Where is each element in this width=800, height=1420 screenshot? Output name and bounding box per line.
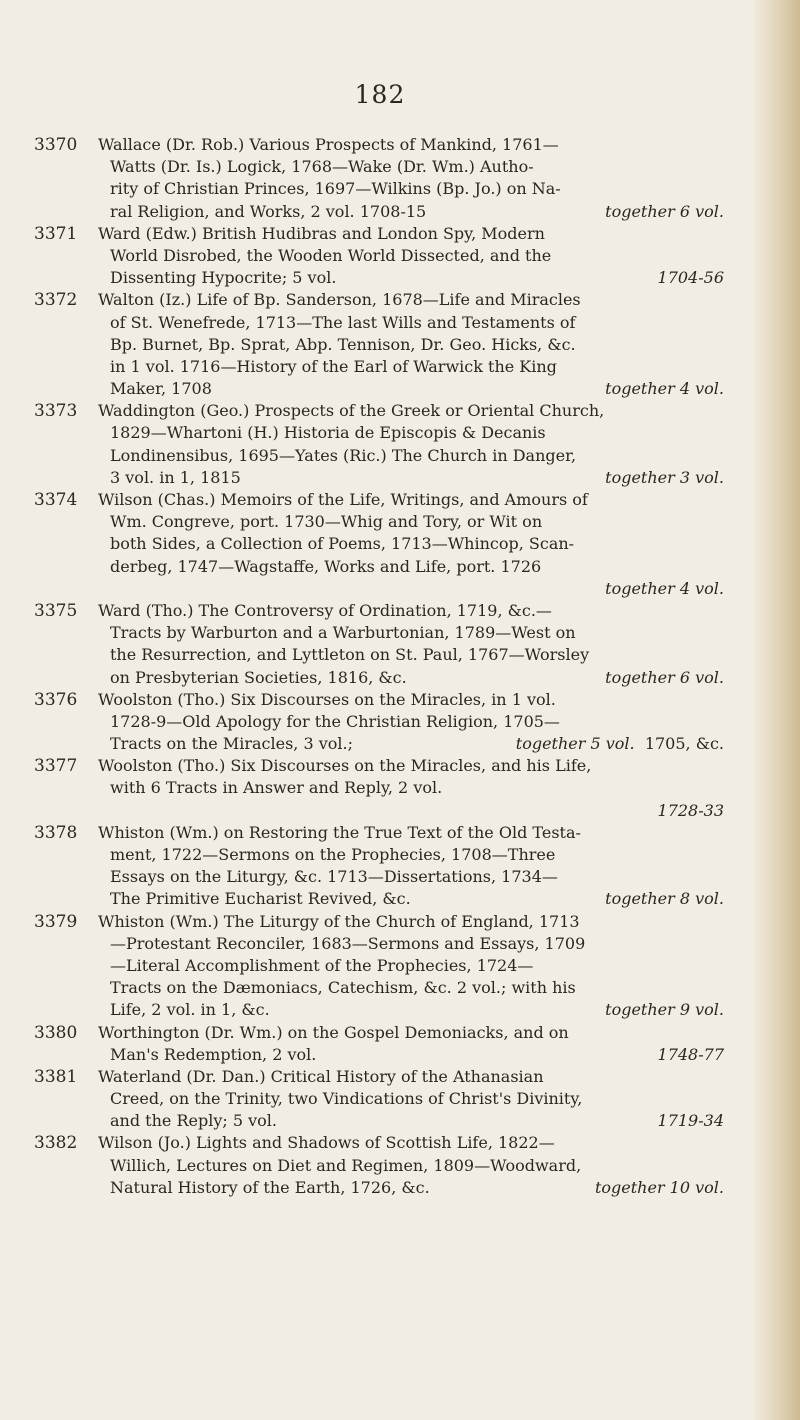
entry-volume-note: together 6 vol. [605,667,724,687]
entry-line: the Resurrection, and Lyttleton on St. Paul, 1767—Worsley [110,645,590,665]
entry-line: Wilson (Chas.) Memoirs of the Life, Writings, and Amours of [98,490,588,509]
entry-line [98,378,724,400]
catalogue-entry [34,1022,724,1066]
entry-line: Tracts on the Dæmoniacs, Catechism, &c. 2 vol.; with his [110,978,576,998]
lot-number: 3372 [34,290,78,311]
entry-line-text: and the Reply; 5 vol. [110,1111,277,1131]
entry-line: Essays on the Liturgy, &c. 1713—Dissertations, 1734— [110,867,558,887]
lot-number: 3377 [34,756,78,777]
entry-line: 1829—Whartoni (H.) Historia de Episcopis & Decanis [110,423,546,443]
entry-line [98,888,724,910]
entry-line: ment, 1722—Sermons on the Prophecies, 1708—Three [110,845,556,864]
entry-line [98,267,724,289]
entry-line: Bp. Burnet, Bp. Sprat, Abp. Tennison, Dr. Geo. Hicks, &c. [110,334,576,354]
entry-line-text: Dissenting Hypocrite; 5 vol. [110,268,337,288]
entry-line: with 6 Tracts in Answer and Reply, 2 vol. [110,778,443,798]
entry-volume-note: together 5 vol. [515,734,635,754]
catalogue-entry [34,489,724,600]
catalogue-entry [34,223,724,290]
lot-number: 3370 [34,135,78,155]
entry-line: Waddington (Geo.) Prospects of the Greek or Oriental Church, [98,401,605,421]
entry-line-text: ral Religion, and Works, 2 vol. 1708-15 [110,201,427,221]
entry-volume-note: 1719-34 [657,1111,724,1131]
entry-line: Londinensibus, 1695—Yates (Ric.) The Church in Danger, [110,445,577,465]
entry-line: Wm. Congreve, port. 1730—Whig and Tory, or Wit on [110,512,543,532]
catalogue-entry [34,689,724,756]
lot-number: 3381 [34,1066,78,1087]
entry-line [98,1044,724,1066]
entry-line [98,999,724,1021]
entry-line-text: The Primitive Eucharist Revived, &c. [110,889,411,909]
entry-line: Waterland (Dr. Dan.) Critical History of the Athanasian [98,1066,544,1086]
catalogue-entry [34,911,724,1022]
lot-number: 3371 [34,223,78,244]
entry-line: Whiston (Wm.) The Liturgy of the Church of England, 1713 [98,911,580,931]
entry-volume-note: together 6 vol. [605,201,724,221]
entry-line: 1728-9—Old Apology for the Christian Religion, 1705— [110,711,560,731]
entry-line [98,201,724,223]
entry-line: Watts (Dr. Is.) Logick, 1768—Wake (Dr. Wm.) Autho- [110,157,534,177]
entry-line: both Sides, a Collection of Poems, 1713—Whincop, Scan- [110,534,575,554]
entry-line: World Disrobed, the Wooden World Dissected, and the [110,245,552,265]
page-number: 182 [354,80,406,109]
entry-line: derbeg, 1747—Wagstaffe, Works and Life, port. 1726 [110,556,542,576]
entry-line-text: 3 vol. in 1, 1815 [110,467,241,487]
entry-line: Wilson (Jo.) Lights and Shadows of Scottish Life, 1822— [98,1133,555,1153]
entry-line: Tracts by Warburton and a Warburtonian, 1789—West on [110,623,576,643]
entry-volume-note: together 10 vol. [594,1177,724,1197]
entry-volume-note: together 3 vol. [605,467,724,487]
page-edge [754,0,800,1420]
entry-line-text: Maker, 1708 [110,379,212,399]
catalogue-entry [34,1132,724,1199]
entry-volume-note: 1728-33 [657,800,724,820]
entry-volume-note: together 8 vol. [605,889,724,909]
entry-line: Walton (Iz.) Life of Bp. Sanderson, 1678—Life and Miracles [98,290,581,310]
entry-date: 1705, &c. [634,734,724,754]
entry-volume-note: together 9 vol. [605,1000,724,1020]
entry-line: in 1 vol. 1716—History of the Earl of Warwick the King [110,356,557,376]
catalogue-entry [34,400,724,489]
catalogue-entries [34,134,724,1199]
entry-line-text: Tracts on the Miracles, 3 vol.; [110,734,354,754]
entry-volume-note: 1748-77 [657,1044,724,1064]
entry-line: Woolston (Tho.) Six Discourses on the Miracles, and his Life, [98,756,592,776]
entry-volume-note: together 4 vol. [605,379,724,399]
entry-line: Ward (Tho.) The Controversy of Ordination, 1719, &c.— [98,600,552,620]
entry-line: Creed, on the Trinity, two Vindications of Christ's Divinity, [110,1089,583,1109]
entry-line: Ward (Edw.) British Hudibras and London Spy, Modern [98,223,545,243]
entry-line: Willich, Lectures on Diet and Regimen, 1809—Woodward, [110,1155,582,1175]
entry-line [98,578,724,600]
entry-line-text: Life, 2 vol. in 1, &c. [110,1000,270,1020]
entry-line [98,1110,724,1132]
catalogue-entry [34,600,724,689]
lot-number: 3380 [34,1022,78,1043]
entry-line: —Protestant Reconciler, 1683—Sermons and Essays, 1709 [110,933,586,953]
entry-volume-note: 1704-56 [657,268,724,288]
lot-number: 3374 [34,490,78,510]
catalogue-entry [34,755,724,822]
catalogue-entry [34,134,724,223]
entry-line [98,667,724,689]
catalogue-entry [34,289,724,400]
lot-number: 3379 [34,911,78,932]
catalogue-entry [34,1066,724,1133]
entry-line [98,1177,724,1199]
entry-line-text: Man's Redemption, 2 vol. [110,1044,317,1064]
entry-line: —Literal Accomplishment of the Prophecies, 1724— [110,955,534,975]
lot-number: 3376 [34,689,78,710]
entry-line: Wallace (Dr. Rob.) Various Prospects of Mankind, 1761— [98,135,559,154]
entry-line: Whiston (Wm.) on Restoring the True Text of the Old Testa- [98,822,581,842]
lot-number: 3375 [34,600,78,621]
entry-line: Woolston (Tho.) Six Discourses on the Miracles, in 1 vol. [98,689,556,709]
lot-number: 3373 [34,401,78,422]
entry-line: Worthington (Dr. Wm.) on the Gospel Demoniacks, and on [98,1022,569,1042]
entry-line: rity of Christian Princes, 1697—Wilkins (Bp. Jo.) on Na- [110,179,561,199]
entry-line [98,467,724,489]
lot-number: 3378 [34,822,78,843]
entry-line: of St. Wenefrede, 1713—The last Wills and Testaments of [110,312,576,332]
catalogue-entry [34,822,724,911]
entry-line-text: Natural History of the Earth, 1726, &c. [110,1177,430,1197]
entry-line [98,733,724,755]
entry-line-text: on Presbyterian Societies, 1816, &c. [110,667,407,687]
lot-number: 3382 [34,1133,78,1154]
entry-line [98,800,724,822]
entry-volume-note: together 4 vol. [605,578,724,598]
